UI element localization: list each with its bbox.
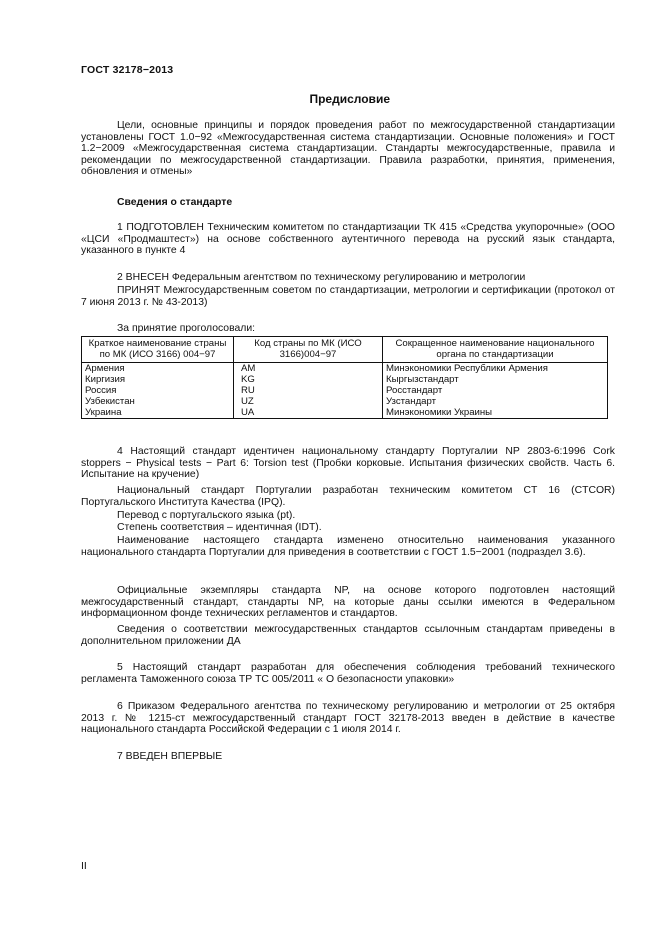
table-cell-body: Кыргызстандарт xyxy=(383,374,608,385)
table-cell-code: UA xyxy=(234,407,383,419)
item-2-paragraph: 2 ВНЕСЕН Федеральным агентством по техническому регулированию и метрологии xyxy=(117,272,526,283)
document-header: ГОСТ 32178−2013 xyxy=(81,64,174,76)
table-row xyxy=(82,374,608,385)
item-4-paragraph: 4 Настоящий стандарт идентичен национальному стандарту Португалии NP 2803-6:1996 Cork stoppers − Physical tests − Part 6: Torsion test (Пробки корковые. Испытания физических свойств. Часть 6. Испытание на кручение) xyxy=(81,446,615,481)
item-4-translation-line: Перевод с португальского языка (pt). xyxy=(117,510,296,521)
table-cell-body: Узстандарт xyxy=(383,396,608,407)
voting-table xyxy=(81,336,608,419)
table-row xyxy=(82,407,608,419)
references-paragraph: Сведения о соответствии межгосударственных стандартов ссылочным стандартам приведены в дополнительном приложении ДА xyxy=(81,624,615,647)
table-cell-country: Киргизия xyxy=(82,374,234,385)
item-4-developer-paragraph: Национальный стандарт Португалии разработан техническим комитетом CT 16 (CTCOR) Португальского Института Качества (IPQ). xyxy=(81,485,615,508)
item-4-conformity-line: Степень соответствия – идентичная (IDT). xyxy=(117,522,322,533)
intro-paragraph: Цели, основные принципы и порядок проведения работ по межгосударственной стандартизации установлены ГОСТ 1.0−92 «Межгосударственная система стандартизации. Основные положения» и ГОСТ 1.2−2009 «Межгосударственная система стандартизации. Стандарты межгосударственные, правила и рекомендации по межгосударственной стандартизации. Правила разработки, принятия, применения, обновления и отмены» xyxy=(81,120,615,178)
column-header-body: Сокращенное наименование национального органа по стандартизации xyxy=(383,337,608,363)
table-cell-body: Минэкономики Республики Армения xyxy=(383,363,608,375)
page-number: II xyxy=(81,860,87,872)
table-cell-country: Украина xyxy=(82,407,234,419)
table-cell-country: Армения xyxy=(82,363,234,375)
vote-label: За принятие проголосовали: xyxy=(117,323,256,334)
table-row xyxy=(82,396,608,407)
table-cell-body: Минэкономики Украины xyxy=(383,407,608,419)
item-6-paragraph: 6 Приказом Федерального агентства по техническому регулированию и метрологии от 25 октября 2013 г. № 1215-ст межгосударственный стандарт ГОСТ 32178-2013 введен в действие в качестве национального стандарта Российской Федерации с 1 июля 2014 г. xyxy=(81,701,615,736)
table-header-row xyxy=(82,337,608,363)
table-cell-country: Россия xyxy=(82,385,234,396)
item-1-paragraph: 1 ПОДГОТОВЛЕН Техническим комитетом по стандартизации ТК 415 «Средства укупорочные» (ООО «ЦСИ «Продмаштест») на основе собственного аутентичного перевода на русский язык стандарта, указанного в пункте 4 xyxy=(81,222,615,257)
official-copies-paragraph: Официальные экземпляры стандарта NP, на основе которого подготовлен настоящий межгосударственный стандарт, стандарты NP, на которые даны ссылки имеются в Федеральном информационном фонде технических регламентов и стандартов. xyxy=(81,585,615,620)
table-cell-code: UZ xyxy=(234,396,383,407)
column-header-country: Краткое наименование страны по МК (ИСО 3166) 004−97 xyxy=(82,337,234,363)
table-cell-country: Узбекистан xyxy=(82,396,234,407)
table-cell-code: RU xyxy=(234,385,383,396)
item-2-adopted-paragraph: ПРИНЯТ Межгосударственным советом по стандартизации, метрологии и сертификации (протокол от 7 июня 2013 г. № 43-2013) xyxy=(81,285,615,308)
column-header-code: Код страны по МК (ИСО 3166)004−97 xyxy=(234,337,383,363)
table-cell-code: KG xyxy=(234,374,383,385)
page-title: Предисловие xyxy=(309,92,390,106)
item-5-paragraph: 5 Настоящий стандарт разработан для обеспечения соблюдения требований технического регламента Таможенного союза ТР ТС 005/2011 « О безопасности упаковки» xyxy=(81,662,615,685)
table-row xyxy=(82,363,608,375)
table-cell-code: AM xyxy=(234,363,383,375)
table-cell-body: Росстандарт xyxy=(383,385,608,396)
item-4-name-change-paragraph: Наименование настоящего стандарта изменено относительно наименования указанного национального стандарта Португалии для приведения в соответствии с ГОСТ 1.5−2001 (подраздел 3.6). xyxy=(81,535,615,558)
table-row xyxy=(82,385,608,396)
item-7-paragraph: 7 ВВЕДЕН ВПЕРВЫЕ xyxy=(117,751,223,762)
about-heading: Сведения о стандарте xyxy=(117,197,233,208)
